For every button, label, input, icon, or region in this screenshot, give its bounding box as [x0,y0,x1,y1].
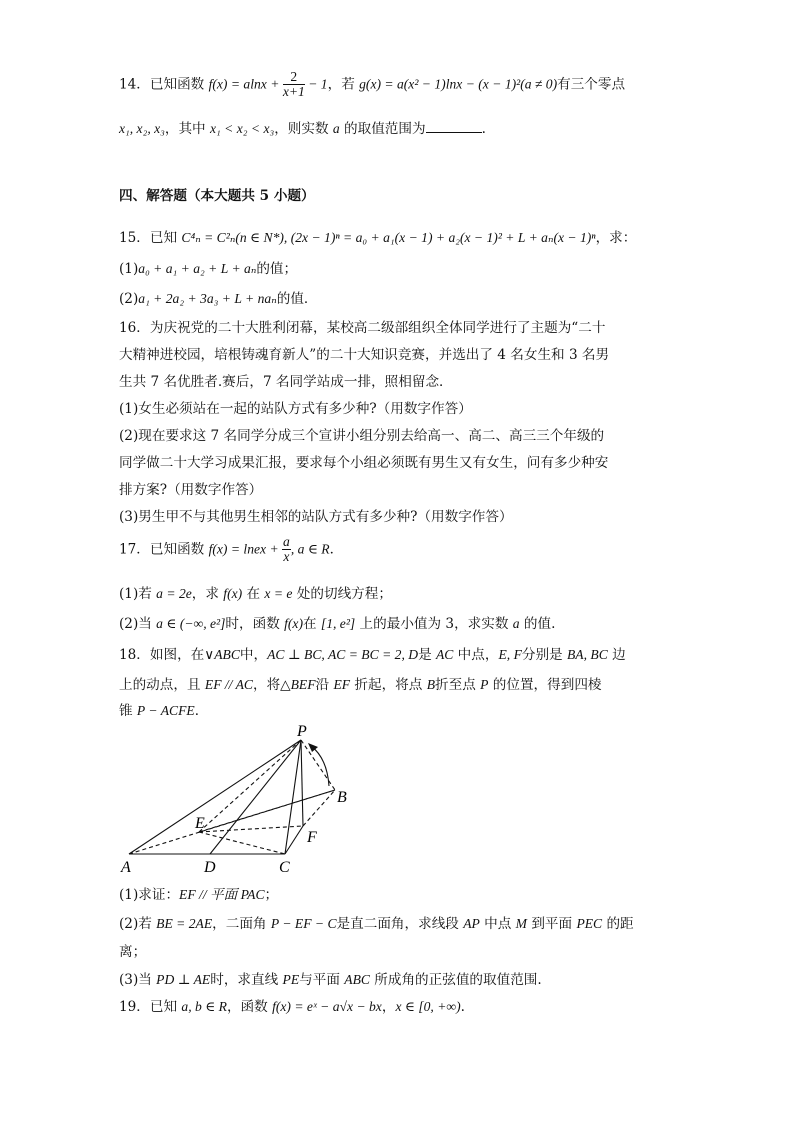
q17-line-1 [119,535,343,565]
q18-l2-b: ，将 [252,677,281,693]
q14-text-b: ，若 [327,76,360,93]
q15-p2-label: (2) [119,291,139,307]
q18-p3-abc: ABC [344,972,370,987]
q15-part-1 [119,257,297,277]
label-f: F [307,829,317,846]
q17-frac-den: x [283,549,290,565]
q18-t3: 中点， [453,647,499,663]
q14-var-a: a [332,121,340,136]
q18-p2-b: ，二面角 [212,916,271,932]
answer-blank [426,120,482,133]
q18-tri-bef: △BEF [280,677,316,692]
label-b: B [337,789,347,806]
q18-p2-angle: P − EF − C [270,916,337,931]
q18-p3-a: (3)当 [119,972,157,988]
q19-domain: x ∈ [0, +∞) [395,999,461,1014]
q17-part-1 [119,582,392,602]
q15-part-2 [119,287,318,307]
q16-line-2: 大精神进校园，培根铸魂育新人”的二十大知识竞赛，并选出了 4 名女生和 3 名男 [119,347,610,363]
q14-vars: x₁, x₂, x₃ [119,121,165,136]
q18-p2-d: 中点 [479,916,516,932]
q18-p1-end: ； [264,887,279,903]
q18-part-2-cont: 离； [119,944,147,960]
q17-fraction [282,535,291,565]
q16-part-2b: 同学做二十大学习成果汇报，要求每个小组必须既有男生又有女生，问有多少种安 [119,455,609,471]
q19-end: . [460,999,465,1015]
q14-intro: 14．已知函数 [119,76,209,93]
q19-f-expr: f(x) = eˣ − a√x − bx [272,999,382,1014]
q18-p2-ap: AP [463,916,480,931]
q15-p1-expr: a₀ + a₁ + a₂ + L + aₙ [138,261,257,276]
q17-intro: 17．已知函数 [119,541,209,558]
q18-t5: 边 [607,647,626,663]
q18-l2-p: P [480,677,489,692]
q19-t2: ， [381,999,396,1015]
q17-p1-cond: a = 2e [156,586,192,601]
q14-g-expr: g(x) = a(x² − 1)lnx − (x − 1)²(a ≠ 0) [359,76,558,92]
q19-line-1 [119,995,465,1015]
q18-l2-e: 折至点 [435,677,481,693]
q17-p1-a: (1)若 [119,586,157,602]
q18-p3-cond: PD ⊥ AE [156,972,211,987]
q14-end: . [481,121,486,137]
q18-p3-pe: PE [282,972,300,987]
q17-part-2 [119,612,555,632]
q17-p2-e: 的值. [519,616,556,632]
label-c: C [279,859,290,876]
q17-p2-b: 时，函数 [225,616,285,632]
edge-cf [285,826,303,854]
q17-p2-a: (2)当 [119,616,157,632]
q14-text-c: 有三个零点 [557,76,626,93]
q17-f-expr: f(x) = lnex + [208,541,283,557]
q18-intro: 18．如图，在 [119,647,205,663]
edge-eb [199,790,335,832]
q18-t2: 是 [418,647,436,663]
q18-ac: AC [435,647,454,662]
q18-p2-a: (2)若 [119,916,157,932]
q18-l3-a: 锥 [119,703,137,719]
q14-ineq: x₁ < x₂ < x₃ [209,121,275,136]
q15-condition: C⁴ₙ = C²ₙ(n ∈ N*), (2x − 1)ⁿ = a₀ + a₁(x − 1) + a₂(x − 1)² + L + aₙ(x − 1)ⁿ [181,230,596,245]
q18-p1-a: (1)求证： [119,887,180,903]
q18-babc: BA, BC [566,647,608,662]
q18-l2-a: 上的动点，且 [119,677,205,693]
q14-line-2 [119,117,486,137]
q18-part-1 [119,883,278,903]
q18-l2-b2: B [426,677,436,692]
q17-p1-f: f(x) [223,586,243,601]
q14-f-expr: f(x) = alnx + [208,76,283,92]
q16-part-2a: (2)现在要求这 7 名同学分成三个宣讲小组分别去给高一、高二、高三三个年级的 [119,428,605,444]
q18-line-2 [119,673,602,693]
q18-t4: 分别是 [521,647,567,663]
edge-pf [301,740,303,826]
q18-t1: 中， [239,647,268,663]
q17-end: ． [329,541,344,558]
q16-line-1: 16．为庆祝党的二十大胜利闭幕，某校高二级部组织全体同学进行了主题为“二十 [119,320,606,336]
q16-line-3: 生共 7 名优胜者.赛后，7 名同学站成一排，照相留念． [119,374,453,390]
q15-line-1 [119,226,636,246]
label-p: P [297,723,307,740]
q16-part-1: (1)女生必须站在一起的站队方式有多少种?（用数字作答） [119,401,472,417]
section-heading: 四、解答题（本大题共 5 小题） [119,188,315,204]
q18-tri: ∨ABC [204,647,240,662]
edge-pb [301,740,335,790]
q18-pyramid-name: P − ACFE [136,703,195,718]
q18-p1-expr: EF // 平面 PAC [179,887,265,902]
q15-intro: 15．已知 [119,230,182,246]
q18-p2-pec: PEC [576,916,603,931]
edge-ec [199,832,285,854]
q16-part-2c: 排方案?（用数字作答） [119,482,263,498]
q18-l2-ef: EF [333,677,351,692]
label-a: A [121,859,131,876]
q14-text-f: 的取值范围为 [339,121,426,137]
q14-text-e: ，则实数 [274,121,333,137]
q16-part-3: (3)男生甲不与其他男生相邻的站队方式有多少种?（用数字作答） [119,509,513,525]
q14-frac-num: 2 [283,70,305,85]
q18-p2-cond: BE = 2AE [156,916,213,931]
q18-p2-f: 的距 [602,916,634,932]
q14-frac-den: x+1 [282,84,305,100]
edge-ab [129,790,335,854]
q19-cond: a, b ∈ R [181,999,227,1014]
q18-l2-d: 折起，将点 [350,677,427,693]
q18-p2-e: 到平面 [527,916,577,932]
q18-p2-m: M [515,916,527,931]
q18-p3-c: 与平面 [299,972,345,988]
q18-line-3 [119,699,208,719]
q18-cond: AC ⊥ BC, AC = BC = 2, D [267,647,419,662]
q15-ask: ，求： [595,230,637,246]
q18-p2-c: 是直二面角，求线段 [336,916,464,932]
q17-p2-var: a [512,616,520,631]
q15-p2-expr: a₁ + 2a₂ + 3a₃ + L + naₙ [138,291,277,306]
q17-p1-b: ，求 [191,586,224,602]
q15-p2-tail: 的值． [276,291,318,307]
q18-parallel: EF // AC [204,677,253,692]
q19-t1: ，函数 [226,999,273,1015]
q15-p1-tail: 的值； [256,261,298,277]
q18-l3-end: ． [194,703,209,719]
q14-text-d: ，其中 [164,121,210,137]
label-e: E [195,815,205,832]
q17-p1-c: 在 [242,586,265,602]
q17-p2-int: [1, e²] [320,616,356,631]
q18-l2-f: 的位置，得到四棱 [488,677,602,693]
edge-pa [129,740,301,854]
q17-p2-d: 上的最小值为 3，求实数 [355,616,513,632]
q18-part-3 [119,968,542,988]
q17-f-tail: , a ∈ R [290,541,330,557]
q18-p3-d: 所成角的正弦值的取值范围. [369,972,542,988]
q18-part-2 [119,912,634,932]
q17-p2-f: f(x) [284,616,303,631]
q14-line-1 [119,70,625,100]
pyramid-figure [115,722,365,882]
q17-p2-c: 在 [303,616,321,632]
q19-intro: 19．已知 [119,999,182,1015]
q17-frac-num: a [283,534,290,549]
q18-ef: E, F [498,647,522,662]
fold-arrow [311,746,329,786]
q14-f-tail: − 1 [304,76,328,92]
q17-p1-x: x = e [264,586,293,601]
q14-fraction [283,70,305,100]
q18-p3-b: 时，求直线 [210,972,283,988]
label-d: D [204,859,216,876]
q18-l2-c: 沿 [315,677,334,693]
q17-p2-cond: a ∈ (−∞, e²] [156,616,226,631]
edge-pe [199,740,301,832]
q18-line-1 [119,643,626,663]
q15-p1-label: (1) [119,261,139,277]
q17-p1-d: 处的切线方程； [292,586,392,602]
